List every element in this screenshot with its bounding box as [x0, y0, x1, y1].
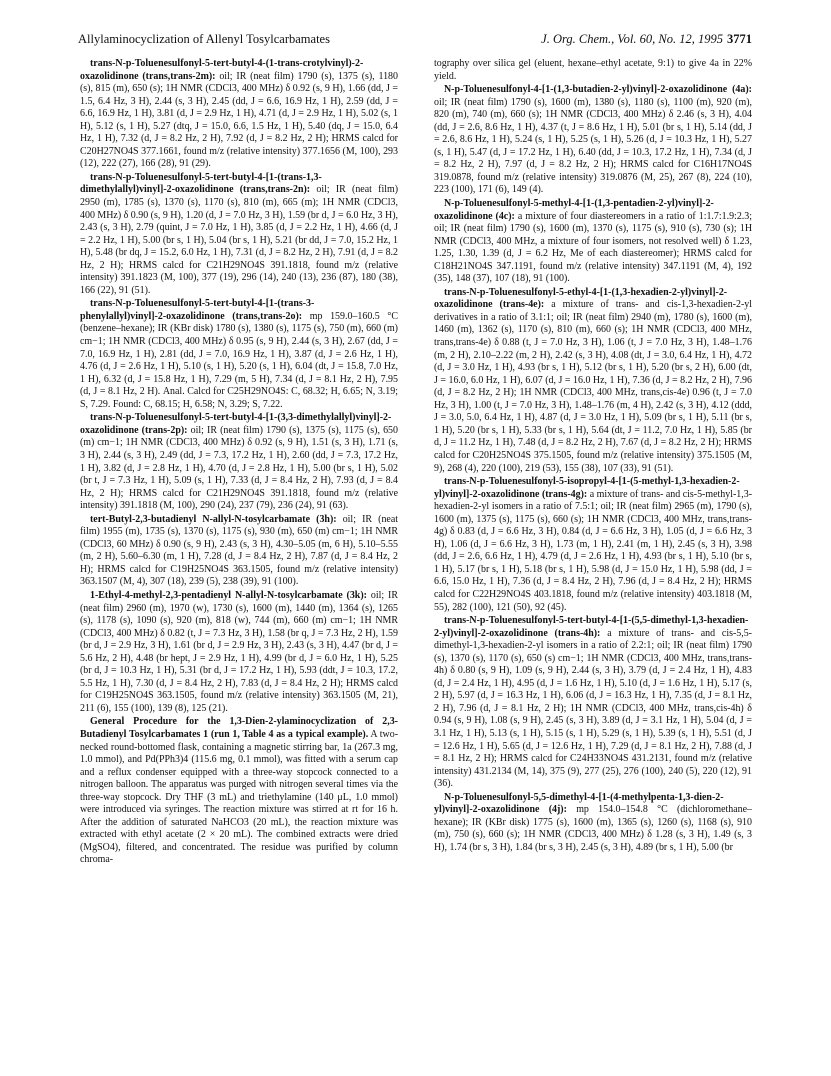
compound-heading: 1-Ethyl-4-methyl-2,3-pentadienyl N-allyl-N-tosylcarbamate (3k): — [90, 589, 367, 601]
paragraph-text: a mixture of trans- and cis-5,5-dimethyl-1,3-hexadien-2-yl isomers in a ratio of 2.2:1; oil; IR (neat film) 1790 (s), 1370 (s), 1170 (s), 650 (s) cm−1; 1H NMR (CDCl3, 400 MHz, trans,trans-4h) δ 0.80 (s, 9 H), 1.09 (s, 9 H), 2.44 (s, 3 H), 3.79 (d, J = 2.4 Hz, 1 H), 4.83 (d, J = 2.4 Hz, 1 H), 4.95 (d, J = 1.6 Hz, 1 H), 5.10 (d, J = 1.6 Hz, 1 H), 5.17 (s, 2 H), 5.97 (d, J = 16.3 Hz, 1 H), 6.06 (d, J = 16.3 Hz, 1 H), 7.35 (d, J = 8.1 Hz, 2 H), 7.96 (d, J = 8.1 Hz, 2 H); 1H NMR (CDCl3, 400 MHz, trans,cis-4h) δ 0.94 (s, 9 H), 1.08 (s, 9 H), 2.45 (s, 3 H), 3.89 (d, J = 3.1 Hz, 1 H), 5.04 (d, J = 3.1 Hz, 1 H), 5.13 (s, 1 H), 5.15 (s, 1 H), 5.29 (s, 1 H), 5.39 (s, 1 H), 5.51 (d, J = 12.6 Hz, 1 H), 5.65 (d, J = 12.6 Hz, 1 H), 7.29 (d, J = 8.1 Hz, 2 H), 7.88 (d, J = 8.1 Hz, 2 H); HRMS calcd for C24H33NO4S 431.2131, found m/z (relative intensity) 431.2134 (M, 14), 375 (9), 277 (25), 276 (100), 240 (5), 220 (12), 91 (36). — [434, 627, 752, 790]
paragraph — [434, 198, 752, 286]
paragraph — [434, 58, 752, 83]
paragraph-text: a mixture of trans- and cis-5-methyl-1,3-hexadien-2-yl isomers in a ratio of 7.5:1; oil; IR (neat film) 2965 (m), 1790 (s), 1600 (m), 1375 (s), 1175 (s), 660 (s); 1H NMR (CDCl3, 400 MHz, trans,trans-4g) δ 0.83 (d, J = 6.6 Hz, 3 H), 0.84 (d, J = 6.6 Hz, 3 H), 1.05 (d, J = 6.6 Hz, 3 H), 1.06 (d, J = 6.6 Hz, 3 H), 1.73 (m, 1 H), 2.41 (m, 1 H), 2.45 (s, 3 H), 3.98 (dd, J = 2.6, 6.6 Hz, 1 H), 4.79 (d, J = 2.6 Hz, 1 H), 4.93 (br s, 1 H), 5.10 (br s, 1 H), 5.17 (br s, 1 H), 5.18 (br s, 1 H), 5.98 (d, J = 15.0 Hz, 1 H), 5.98 (dd, J = 6.6, 15.0 Hz, 1 H), 7.36 (d, J = 8.4 Hz, 2 H), 7.96 (d, J = 8.4 Hz, 2 H); HRMS calcd for C22H29NO4S 403.1818, found m/z (relative intensity) 403.1818 (M, 55), 282 (100), 121 (50), 92 (45). — [434, 488, 752, 613]
paragraph — [434, 476, 752, 614]
compound-heading: trans-N-p-Toluenesulfonyl-5-tert-butyl-4-[1-(5,5-dimethyl-1,3-hexadien-2-yl)vinyl]-2-oxazolidinone (trans-4h): — [434, 615, 749, 639]
paragraph — [80, 412, 398, 512]
paragraph-text: oil; IR (neat film) 2960 (m), 1970 (w), 1730 (s), 1600 (m), 1440 (m), 1364 (s), 1265 (s), 1178 (s), 1090 (s), 920 (m), 818 (w), 744 (m), 660 (m) cm−1; 1H NMR (CDCl3, 400 MHz) δ 0.82 (t, J = 7.3 Hz, 3 H), 1.58 (br q, J = 7.3 Hz, 2 H), 1.59 (br d, J = 2.9 Hz, 3 H), 1.61 (br d, J = 2.9 Hz, 3 H), 2.43 (s, 3 H), 4.47 (br d, J = 5.6 Hz, 2 H), 4.48 (br hept, J = 2.9 Hz, 1 H), 4.99 (br d, J = 6.0 Hz, 1 H), 5.25 (br d, J = 10.3 Hz, 1 H), 5.31 (br d, J = 17.2 Hz, 1 H), 5.93 (ddt, J = 10.3, 17.2, 5.5 Hz, 1 H), 7.30 (d, J = 8.4 Hz, 2 H), 7.83 (d, J = 8.4 Hz, 2 H); HRMS calcd for C19H25NO4S 363.1505, found m/z (relative intensity) 363.1505 (M, 21), 211 (6), 155 (100), 139 (8), 125 (21). — [80, 589, 398, 714]
paragraph-text: oil; IR (neat film) 2950 (m), 1785 (s), 1370 (s), 1170 (s), 810 (m), 665 (m); 1H NMR (CDCl3, 400 MHz) δ 0.90 (s, 9 H), 1.20 (d, J = 7.0 Hz, 3 H), 1.59 (br d, J = 6.0 Hz, 3 H), 2.43 (s, 3 H), 2.79 (quint, J = 7.0 Hz, 1 H), 3.85 (d, J = 2.2 Hz, 1 H), 4.66 (d, J = 2.2 Hz, 1 H), 5.00 (br s, 1 H), 5.04 (br s, 1 H), 5.21 (br dd, J = 7.0, 15.2 Hz, 1 H), 5.48 (br dq, J = 15.2, 6.0 Hz, 1 H), 7.31 (d, J = 8.2 Hz, 2 H), 7.91 (d, J = 8.2 Hz, 2 H); HRMS calcd for C21H29NO4S 391.1818, found m/z (relative intensity) 391.1823 (M, 100), 377 (19), 296 (14), 240 (13), 236 (87), 180 (38), 166 (22), 91 (51). — [80, 184, 398, 296]
left-column — [80, 58, 398, 1068]
paragraph — [434, 615, 752, 791]
paragraph — [80, 716, 398, 867]
compound-heading: tert-Butyl-2,3-butadienyl N-allyl-N-tosylcarbamate (3h): — [90, 513, 337, 525]
right-column — [434, 58, 752, 1068]
compound-heading: N-p-Toluenesulfonyl-4-[1-(1,3-butadien-2-yl)vinyl]-2-oxazolidinone (4a): — [444, 84, 752, 96]
compound-heading: N-p-Toluenesulfonyl-5-methyl-4-[1-(1,3-pentadien-2-yl)vinyl]-2-oxazolidinone (4c): — [434, 198, 714, 222]
compound-heading: trans-N-p-Toluenesulfonyl-5-tert-butyl-4-(1-trans-crotylvinyl)-2-oxazolidinone (trans,trans-2m): — [80, 58, 364, 82]
paragraph-text: mp 159.0–160.5 °C (benzene–hexane); IR (KBr disk) 1780 (s), 1380 (s), 1175 (s), 750 (m), 660 (m) cm−1; 1H NMR (CDCl3, 400 MHz) δ 0.95 (s, 9 H), 2.44 (s, 3 H), 2.67 (dd, J = 7.0, 16.9 Hz, 1 H), 2.81 (dd, J = 7.0, 16.9 Hz, 1 H), 3.87 (d, J = 2.6 Hz, 1 H), 4.76 (d, J = 2.6 Hz, 1 H), 5.10 (s, 1 H), 5.20 (s, 1 H), 6.04 (dt, J = 15.8, 7.0 Hz, 1 H), 6.32 (d, J = 15.8 Hz, 1 H), 7.29 (m, 5 H), 7.34 (d, J = 8.1 Hz, 2 H), 7.95 (d, J = 8.1 Hz, 2 H). Anal. Calcd for C25H29NO4S: C, 68.32; H, 6.65; N, 3.19; S, 7.29. Found: C, 68.15; H, 6.58; N, 3.29; S, 7.22. — [80, 310, 398, 410]
compound-heading: trans-N-p-Toluenesulfonyl-5-tert-butyl-4-[1-(3,3-dimethylallyl)vinyl]-2-oxazolidinone (trans-2p): — [80, 412, 392, 436]
paragraph-text: mp 154.0–154.8 °C (dichloromethane–hexane); IR (KBr disk) 1775 (s), 1600 (m), 1365 (s), 1260 (s), 1168 (s), 910 (m), 750 (s), 660 (s); 1H NMR (CDCl3, 400 MHz) δ 1.28 (s, 3 H), 1.49 (s, 3 H), 1.74 (br s, 3 H), 1.84 (br s, 3 H), 2.45 (s, 3 H), 4.89 (br s, 1 H), 5.00 (br — [434, 804, 752, 853]
compound-heading: trans-N-p-Toluenesulfonyl-5-tert-butyl-4-[1-(trans-1,3-dimethylallyl)vinyl]-2-oxazolidinone (trans,trans-2n): — [80, 171, 322, 196]
compound-heading: trans-N-p-Toluenesulfonyl-5-ethyl-4-[1-(1,3-hexadien-2-yl)vinyl]-2-oxazolidinone (trans-4e): — [434, 286, 728, 311]
paragraph — [434, 287, 752, 475]
paragraph-text: oil; IR (neat film) 1790 (s), 1375 (s), 1180 (s), 815 (m), 650 (s); 1H NMR (CDCl3, 400 MHz) δ 0.92 (s, 9 H), 1.66 (dd, J = 1.5, 6.4 Hz, 3 H), 2.44 (s, 3 H), 2.45 (dd, J = 6.6, 16.9 Hz, 1 H), 2.59 (dd, J = 6.6, 16.9 Hz, 1 H), 3.81 (d, J = 2.9 Hz, 1 H), 4.71 (d, J = 2.9 Hz, 1 H), 5.02 (s, 1 H), 5.12 (s, 1 H), 5.27 (dtq, J = 15.0, 6.6, 1.5 Hz, 1 H), 5.40 (dq, J = 15.0, 6.4 Hz, 1 H), 7.32 (d, J = 8.2 Hz, 2 H), 7.92 (d, J = 8.2 Hz, 2 H); HRMS calcd for C20H27NO4S 377.1661, found m/z (relative intensity) 377.1656 (M, 100), 293 (12), 222 (27), 166 (28), 91 (29). — [80, 70, 398, 170]
paragraph — [80, 172, 398, 297]
compound-heading: General Procedure for the 1,3-Dien-2-ylaminocyclization of 2,3-Butadienyl Tosylcarbamates 1 (run 1, Table 4 as a typical example). — [80, 716, 398, 740]
paragraph — [80, 590, 398, 715]
paragraph — [80, 298, 398, 411]
paragraph — [434, 792, 752, 855]
journal-citation — [541, 32, 752, 47]
journal-name: J. Org. Chem., Vol. 60, No. 12, 1995 — [541, 32, 723, 46]
running-header — [78, 32, 752, 50]
paragraph-text: A two-necked round-bottomed flask, containing a magnetic stirring bar, 1a (267.3 mg, 1.0 mmol), and Pd(PPh3)4 (115.6 mg, 0.1 mmol), was fitted with a serum cap and a reflux condenser equipped with a three-way stopcock connected to a nitrogen balloon. The apparatus was purged with nitrogen several times via the three-way stopcock. Dry THF (3 mL) and triethylamine (140 μL, 1.0 mmol) were introduced via syringes. The reaction mixture was stirred at rt for 16 h. After the addition of saturated NaHCO3 (20 mL), the reaction mixture was extracted with ethyl acetate (2 × 20 mL). The combined extracts were dried (MgSO4), filtered, and concentrated. The residue was purified by column chroma- — [80, 728, 398, 866]
running-title: Allylaminocyclization of Allenyl Tosylcarbamates — [78, 32, 330, 46]
compound-heading: trans-N-p-Toluenesulfonyl-5-tert-butyl-4-[1-(trans-3-phenylallyl)vinyl]-2-oxazolidinone (trans,trans-2o): — [80, 298, 315, 322]
compound-heading: trans-N-p-Toluenesulfonyl-5-isopropyl-4-[1-(5-methyl-1,3-hexadien-2-yl)vinyl]-2-oxazolidinone (trans-4g): — [434, 476, 740, 500]
paragraph-text: oil; IR (neat film) 1955 (m), 1735 (s), 1370 (s), 1175 (s), 930 (m), 650 (m) cm−1; 1H NMR (CDCl3, 60 MHz) δ 0.90 (s, 9 H), 2.43 (s, 3 H), 4.30–5.05 (m, 6 H), 5.10–5.55 (m, 2 H), 5.60–6.30 (m, 1 H), 7.28 (d, J = 8.4 Hz, 2 H), 7.87 (d, J = 8.4 Hz, 2 H); HRMS calcd for C19H25NO4S 363.1505, found m/z (relative intensity) 363.1507 (M, 4), 307 (18), 239 (5), 238 (39), 91 (100). — [80, 513, 398, 588]
compound-heading: N-p-Toluenesulfonyl-5,5-dimethyl-4-[1-(4-methylpenta-1,3-dien-2-yl)vinyl]-2-oxazolidinone (4j): — [434, 791, 724, 816]
paragraph-text: a mixture of four diastereomers in a ratio of 1:1.7:1.9:2.3; oil; IR (neat film) 1790 (s), 1600 (m), 1370 (s), 1175 (s), 910 (s), 730 (s); 1H NMR (CDCl3, 400 MHz, a mixture of four isomers, not resolved well) δ 1.23, 1.25, 1.30, 1.39 (d, J = 6.2 Hz, Me of each diastereomer); HRMS calcd for C18H21NO4S 347.1191, found m/z (relative intensity) 347.1191 (M, 4), 192 (35), 148 (37), 107 (18), 91 (100). — [434, 210, 752, 285]
paragraph — [80, 514, 398, 589]
paragraph-text: tography over silica gel (eluent, hexane–ethyl acetate, 9:1) to give 4a in 22% yield. — [434, 58, 752, 82]
paragraph — [434, 84, 752, 197]
page-number: 3771 — [727, 32, 752, 46]
paragraph-text: oil; IR (neat film) 1790 (s), 1600 (m), 1380 (s), 1180 (s), 1100 (m), 920 (m), 820 (m), 740 (m), 660 (s); 1H NMR (CDCl3, 400 MHz) δ 2.46 (s, 3 H), 4.04 (dd, J = 2.6, 8.6 Hz, 1 H), 4.37 (t, J = 8.6 Hz, 1 H), 5.01 (br s, 1 H), 5.14 (dd, J = 2.6, 8.6 Hz, 1 H), 5.24 (s, 1 H), 5.25 (s, 1 H), 5.26 (d, J = 10.3 Hz, 1 H), 5.27 (s, 1 H), 5.47 (d, J = 17.2 Hz, 1 H), 6.40 (dd, J = 10.3, 17.2 Hz, 1 H), 7.34 (d, J = 8.2 Hz, 2 H), 7.97 (d, J = 8.2 Hz, 2 H); HRMS calcd for C16H17NO4S 319.0878, found m/z (relative intensity) 319.0876 (M, 25), 267 (8), 224 (10), 223 (100), 171 (6), 149 (4). — [434, 96, 752, 196]
paragraph-text: oil; IR (neat film) 1790 (s), 1375 (s), 1175 (s), 650 (m) cm−1; 1H NMR (CDCl3, 400 MHz) δ 0.92 (s, 9 H), 1.51 (s, 3 H), 1.71 (s, 3 H), 2.44 (s, 3 H), 2.49 (dd, J = 7.3, 17.2 Hz, 1 H), 2.60 (dd, J = 7.3, 17.2 Hz, 1 H), 3.82 (d, J = 2.8 Hz, 1 H), 4.70 (d, J = 2.8 Hz, 1 H), 5.00 (br s, 1 H), 5.02 (br t, J = 7.3 Hz, 1 H), 5.09 (s, 1 H), 7.33 (d, J = 8.4 Hz, 2 H), 7.93 (d, J = 8.4 Hz, 2 H); HRMS calcd for C21H29NO4S 391.1818, found m/z (relative intensity) 391.1818 (M, 100), 290 (24), 237 (79), 236 (24), 91 (63). — [80, 424, 398, 512]
paragraph — [80, 58, 398, 171]
paragraph-text: a mixture of trans- and cis-1,3-hexadien-2-yl derivatives in a ratio of 3.1:1; oil; IR (neat film) 2940 (m), 1780 (s), 1600 (m), 1460 (m), 1362 (s), 1170 (s), 810 (m), 660 (s); 1H NMR (CDCl3, 400 MHz, trans,trans-4e) δ 0.88 (t, J = 7.0 Hz, 3 H), 1.06 (t, J = 7.0 Hz, 3 H), 1.48–1.76 (m, 2 H), 2.10–2.22 (m, 2 H), 2.42 (s, 3 H), 4.08 (dt, J = 3.0, 6.4 Hz, 1 H), 4.72 (d, J = 3.0 Hz, 1 H), 4.93 (br s, 1 H), 5.12 (br s, 1 H), 5.20 (br s, 2 H), 6.00 (dt, J = 16.0, 6.0 Hz, 1 H), 6.07 (d, J = 16.0 Hz, 1 H), 7.36 (d, J = 8.2 Hz, 2 H), 7.96 (d, J = 8.2 Hz, 2 H); 1H NMR (CDCl3, 400 MHz, trans,cis-4e) 0.96 (t, J = 7.0 Hz, 3 H), 1.00 (t, J = 7.0 Hz, 3 H), 1.48–1.76 (m, 4 H), 2.42 (s, 3 H), 4.12 (ddd, J = 3.0, 5.0, 6.4 Hz, 1 H), 4.87 (d, J = 3.0 Hz, 1 H), 5.09 (br s, 1 H), 5.11 (br s, 1 H), 5.20 (br s, 1 H), 5.33 (br s, 1 H), 5.64 (dt, J = 11.2, 7.0 Hz, 1 H), 5.85 (br d, J = 11.2 Hz, 1 H), 7.48 (d, J = 8.2 Hz, 2 H), 7.67 (d, J = 8.2 Hz, 2 H); HRMS calcd for C20H25NO4S 375.1505, found m/z (relative intensity) 375.1505 (M, 9), 268 (4), 220 (100), 219 (53), 155 (38), 107 (33), 91 (51). — [434, 299, 752, 474]
